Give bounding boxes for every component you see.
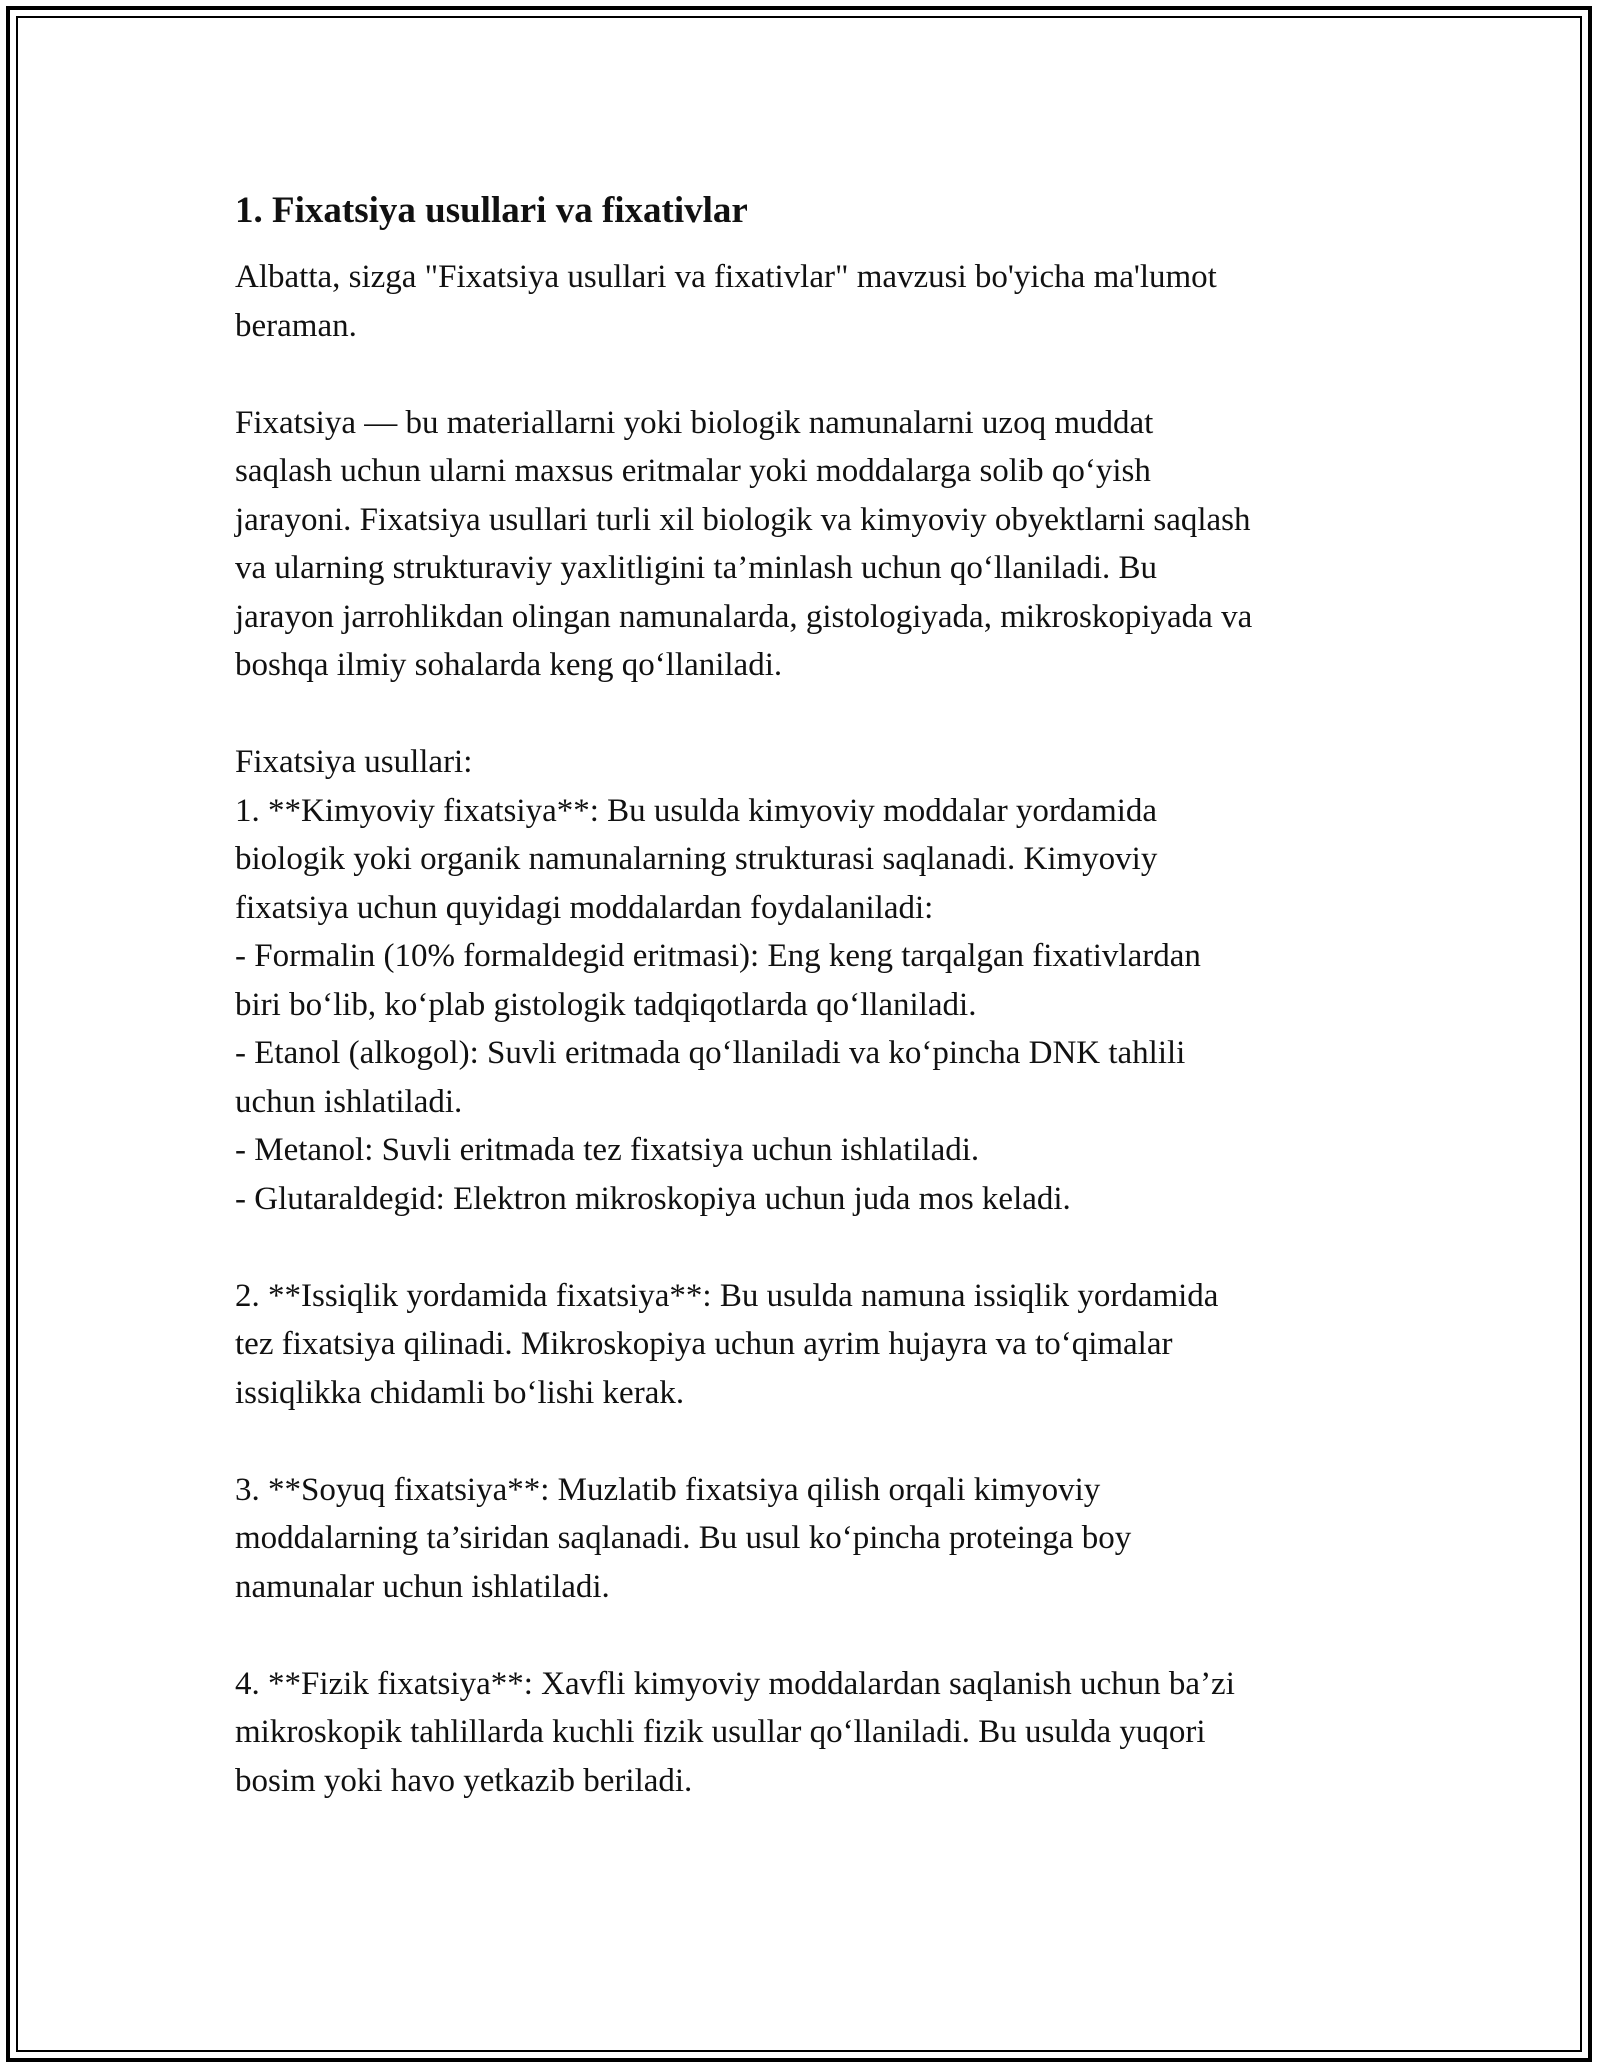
document-page (235, 185, 1375, 1805)
document-body: Albatta, sizga "Fixatsiya usullari va fixativlar" mavzusi bo'yicha ma'lumot beraman. Fixatsiya — bu materiallarni yoki biologik namunalarni uzoq muddat saqlash uchun ularni maxsus eritmalar yoki moddalarga solib qo‘yish jarayoni. Fixatsiya usullari turli xil biologik va kimyoviy obyektlarni saqlash va ularning strukturaviy yaxlitligini ta’minlash uchun qo‘llaniladi. Bu jarayon jarrohlikdan olingan namunalarda, gistologiyada, mikroskopiyada va boshqa ilmiy sohalarda keng qo‘llaniladi. Fixatsiya usullari: 1. **Kimyoviy fixatsiya**: Bu usulda kimyoviy moddalar yordamida biologik yoki organik namunalarning strukturasi saqlanadi. Kimyoviy fixatsiya uchun quyidagi moddalardan foydalaniladi: - Formalin (10% formaldegid eritmasi): Eng keng tarqalgan fixativlardan biri bo‘lib, ko‘plab gistologik tadqiqotlarda qo‘llaniladi. - Etanol (alkogol): Suvli eritmada qo‘llaniladi va ko‘pincha DNK tahlili uchun ishlatiladi. - Metanol: Suvli eritmada tez fixatsiya uchun ishlatiladi. - Glutaraldegid: Elektron mikroskopiya uchun juda mos keladi. 2. **Issiqlik yordamida fixatsiya**: Bu usulda namuna issiqlik yordamida tez fixatsiya qilinadi. Mikroskopiya uchun ayrim hujayra va to‘qimalar issiqlikka chidamli bo‘lishi kerak. 3. **Soyuq fixatsiya**: Muzlatib fixatsiya qilish orqali kimyoviy moddalarning ta’siridan saqlanadi. Bu usul ko‘pincha proteinga boy namunalar uchun ishlatiladi. 4. **Fizik fixatsiya**: Xavfli kimyoviy moddalardan saqlanish uchun ba’zi mikroskopik tahlillarda kuchli fizik usullar qo‘llaniladi. Bu usulda yuqori bosim yoki havo yetkazib beriladi. (235, 259, 1253, 1799)
document-title: 1. Fixatsiya usullari va fixativlar (235, 190, 748, 231)
